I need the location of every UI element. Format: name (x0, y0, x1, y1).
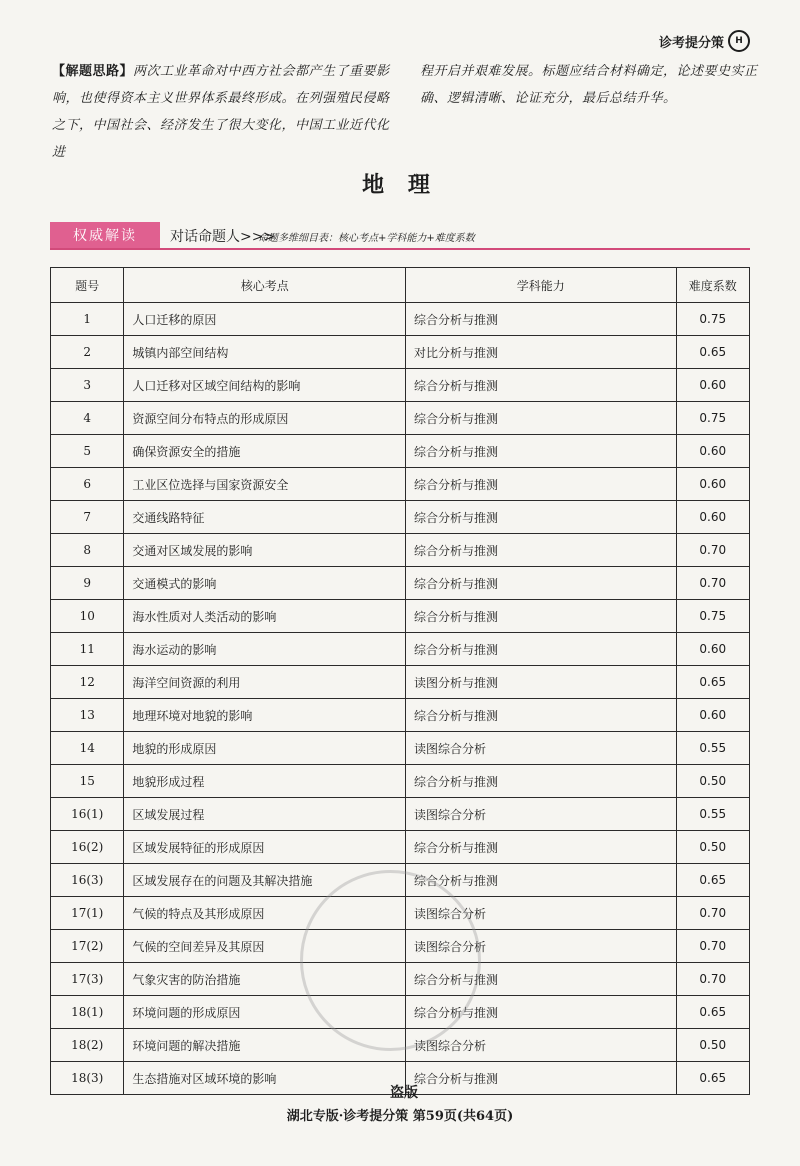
header-subject-ability: 学科能力 (406, 268, 677, 303)
difficulty-cell: 0.70 (676, 567, 749, 600)
difficulty-cell: 0.70 (676, 897, 749, 930)
subject-ability-cell: 读图分析与推测 (406, 666, 677, 699)
table-row (51, 534, 750, 567)
question-number-cell: 16(3) (51, 864, 124, 897)
section-title: 地 理 (362, 173, 438, 198)
subject-ability-cell: 综合分析与推测 (406, 1062, 677, 1095)
core-topic-cell: 工业区位选择与国家资源安全 (124, 468, 406, 501)
difficulty-cell: 0.65 (676, 666, 749, 699)
difficulty-cell: 0.65 (676, 1062, 749, 1095)
question-number-cell: 6 (51, 468, 124, 501)
difficulty-cell: 0.75 (676, 600, 749, 633)
difficulty-cell: 0.75 (676, 303, 749, 336)
question-number-cell: 17(1) (51, 897, 124, 930)
core-topic-cell: 区域发展特征的形成原因 (124, 831, 406, 864)
subject-ability-cell: 综合分析与推测 (406, 567, 677, 600)
table-row (51, 732, 750, 765)
core-topic-cell: 资源空间分布特点的形成原因 (124, 402, 406, 435)
difficulty-cell: 0.50 (676, 831, 749, 864)
core-topic-cell: 地理环境对地貌的影响 (124, 699, 406, 732)
difficulty-cell: 0.60 (676, 435, 749, 468)
core-topic-cell: 确保资源安全的措施 (124, 435, 406, 468)
table-row (51, 600, 750, 633)
question-number-cell: 18(3) (51, 1062, 124, 1095)
header-difficulty: 难度系数 (676, 268, 749, 303)
subject-ability-cell: 综合分析与推测 (406, 633, 677, 666)
difficulty-cell: 0.70 (676, 534, 749, 567)
banner-sub-text: 命题多维细目表：核心考点+学科能力+难度系数 (258, 233, 475, 244)
subject-ability-cell: 综合分析与推测 (406, 303, 677, 336)
table-row (51, 666, 750, 699)
subject-ability-cell: 读图综合分析 (406, 732, 677, 765)
core-topic-cell: 生态措施对区域环境的影响 (124, 1062, 406, 1095)
subject-ability-cell: 综合分析与推测 (406, 468, 677, 501)
subject-ability-cell: 综合分析与推测 (406, 369, 677, 402)
question-number-cell: 15 (51, 765, 124, 798)
question-number-cell: 16(2) (51, 831, 124, 864)
question-number-cell: 8 (51, 534, 124, 567)
subject-ability-cell: 综合分析与推测 (406, 435, 677, 468)
core-topic-cell: 地貌形成过程 (124, 765, 406, 798)
banner-main-text: 对话命题人>>> (170, 229, 276, 245)
question-number-cell: 2 (51, 336, 124, 369)
table-row (51, 633, 750, 666)
subject-ability-cell: 读图综合分析 (406, 798, 677, 831)
difficulty-cell: 0.65 (676, 864, 749, 897)
difficulty-cell: 0.50 (676, 765, 749, 798)
table-row (51, 369, 750, 402)
difficulty-cell: 0.55 (676, 732, 749, 765)
difficulty-cell: 0.65 (676, 996, 749, 1029)
core-topic-cell: 环境问题的形成原因 (124, 996, 406, 1029)
prev-left-text: 两次工业革命对中西方社会都产生了重要影响，也使得资本主义世界体系最终形成。在列强殖民侵略之下，中国社会、经济发生了很大变化，中国工业近代化进 (52, 64, 390, 160)
core-topic-cell: 海水运动的影响 (124, 633, 406, 666)
subject-ability-cell: 读图综合分析 (406, 930, 677, 963)
table-row (51, 435, 750, 468)
question-number-cell: 3 (51, 369, 124, 402)
table-row (51, 567, 750, 600)
subject-ability-cell: 综合分析与推测 (406, 765, 677, 798)
question-number-cell: 17(2) (51, 930, 124, 963)
table-header-row (51, 268, 750, 303)
watermark-stamp (300, 870, 481, 1051)
subject-ability-cell: 综合分析与推测 (406, 402, 677, 435)
core-topic-cell: 城镇内部空间结构 (124, 336, 406, 369)
analysis-banner (50, 222, 750, 250)
brand-logo-icon: H (728, 30, 750, 52)
header-core-topic: 核心考点 (124, 268, 406, 303)
difficulty-cell: 0.60 (676, 369, 749, 402)
core-topic-cell: 地貌的形成原因 (124, 732, 406, 765)
core-topic-cell: 区域发展存在的问题及其解决措施 (124, 864, 406, 897)
table-row (51, 501, 750, 534)
core-topic-cell: 环境问题的解决措施 (124, 1029, 406, 1062)
core-topic-cell: 人口迁移对区域空间结构的影响 (124, 369, 406, 402)
difficulty-cell: 0.70 (676, 930, 749, 963)
subject-ability-cell: 综合分析与推测 (406, 831, 677, 864)
stamp-text: 盗版 (390, 1085, 418, 1101)
core-topic-cell: 交通对区域发展的影响 (124, 534, 406, 567)
table-row (51, 765, 750, 798)
subject-ability-cell: 综合分析与推测 (406, 996, 677, 1029)
question-number-cell: 14 (51, 732, 124, 765)
difficulty-cell: 0.55 (676, 798, 749, 831)
core-topic-cell: 人口迁移的原因 (124, 303, 406, 336)
question-number-cell: 17(3) (51, 963, 124, 996)
question-number-cell: 5 (51, 435, 124, 468)
solution-tag: 【解题思路】 (52, 64, 134, 79)
difficulty-cell: 0.60 (676, 633, 749, 666)
difficulty-cell: 0.50 (676, 1029, 749, 1062)
banner-badge: 权威解读 (50, 222, 160, 248)
question-number-cell: 4 (51, 402, 124, 435)
table-row (51, 699, 750, 732)
difficulty-cell: 0.60 (676, 468, 749, 501)
question-number-cell: 7 (51, 501, 124, 534)
subject-ability-cell: 综合分析与推测 (406, 963, 677, 996)
core-topic-cell: 交通模式的影响 (124, 567, 406, 600)
difficulty-cell: 0.65 (676, 336, 749, 369)
subject-ability-cell: 综合分析与推测 (406, 501, 677, 534)
prev-answer-right: 程开启并艰难发展。标题应结合材料确定，论述要史实正确、逻辑清晰、论证充分，最后总结升华。 (420, 64, 758, 106)
question-number-cell: 18(2) (51, 1029, 124, 1062)
table-row (51, 336, 750, 369)
difficulty-cell: 0.60 (676, 501, 749, 534)
core-topic-cell: 海水性质对人类活动的影响 (124, 600, 406, 633)
difficulty-cell: 0.75 (676, 402, 749, 435)
core-topic-cell: 交通线路特征 (124, 501, 406, 534)
question-number-cell: 11 (51, 633, 124, 666)
question-number-cell: 9 (51, 567, 124, 600)
table-row (51, 402, 750, 435)
core-topic-cell: 气候的特点及其形成原因 (124, 897, 406, 930)
question-number-cell: 13 (51, 699, 124, 732)
header-brand (659, 30, 750, 52)
core-topic-cell: 气候的空间差异及其原因 (124, 930, 406, 963)
brand-name: 诊考提分策 (658, 35, 724, 51)
subject-ability-cell: 综合分析与推测 (406, 534, 677, 567)
core-topic-cell: 海洋空间资源的利用 (124, 666, 406, 699)
question-number-cell: 1 (51, 303, 124, 336)
header-question-number: 题号 (51, 268, 124, 303)
subject-ability-cell: 读图综合分析 (406, 897, 677, 930)
prev-answer-left (52, 58, 402, 166)
table-row (51, 468, 750, 501)
subject-ability-cell: 综合分析与推测 (406, 864, 677, 897)
subject-ability-cell: 读图综合分析 (406, 1029, 677, 1062)
question-number-cell: 10 (51, 600, 124, 633)
difficulty-cell: 0.70 (676, 963, 749, 996)
table-row (51, 831, 750, 864)
subject-ability-cell: 综合分析与推测 (406, 699, 677, 732)
difficulty-cell: 0.60 (676, 699, 749, 732)
core-topic-cell: 气象灾害的防治措施 (124, 963, 406, 996)
core-topic-cell: 区域发展过程 (124, 798, 406, 831)
subject-ability-cell: 综合分析与推测 (406, 600, 677, 633)
table-row (51, 798, 750, 831)
question-number-cell: 16(1) (51, 798, 124, 831)
question-number-cell: 18(1) (51, 996, 124, 1029)
table-row (51, 303, 750, 336)
page-footer: 湖北专版·诊考提分策 第59页(共64页) (286, 1109, 514, 1124)
question-number-cell: 12 (51, 666, 124, 699)
subject-ability-cell: 对比分析与推测 (406, 336, 677, 369)
